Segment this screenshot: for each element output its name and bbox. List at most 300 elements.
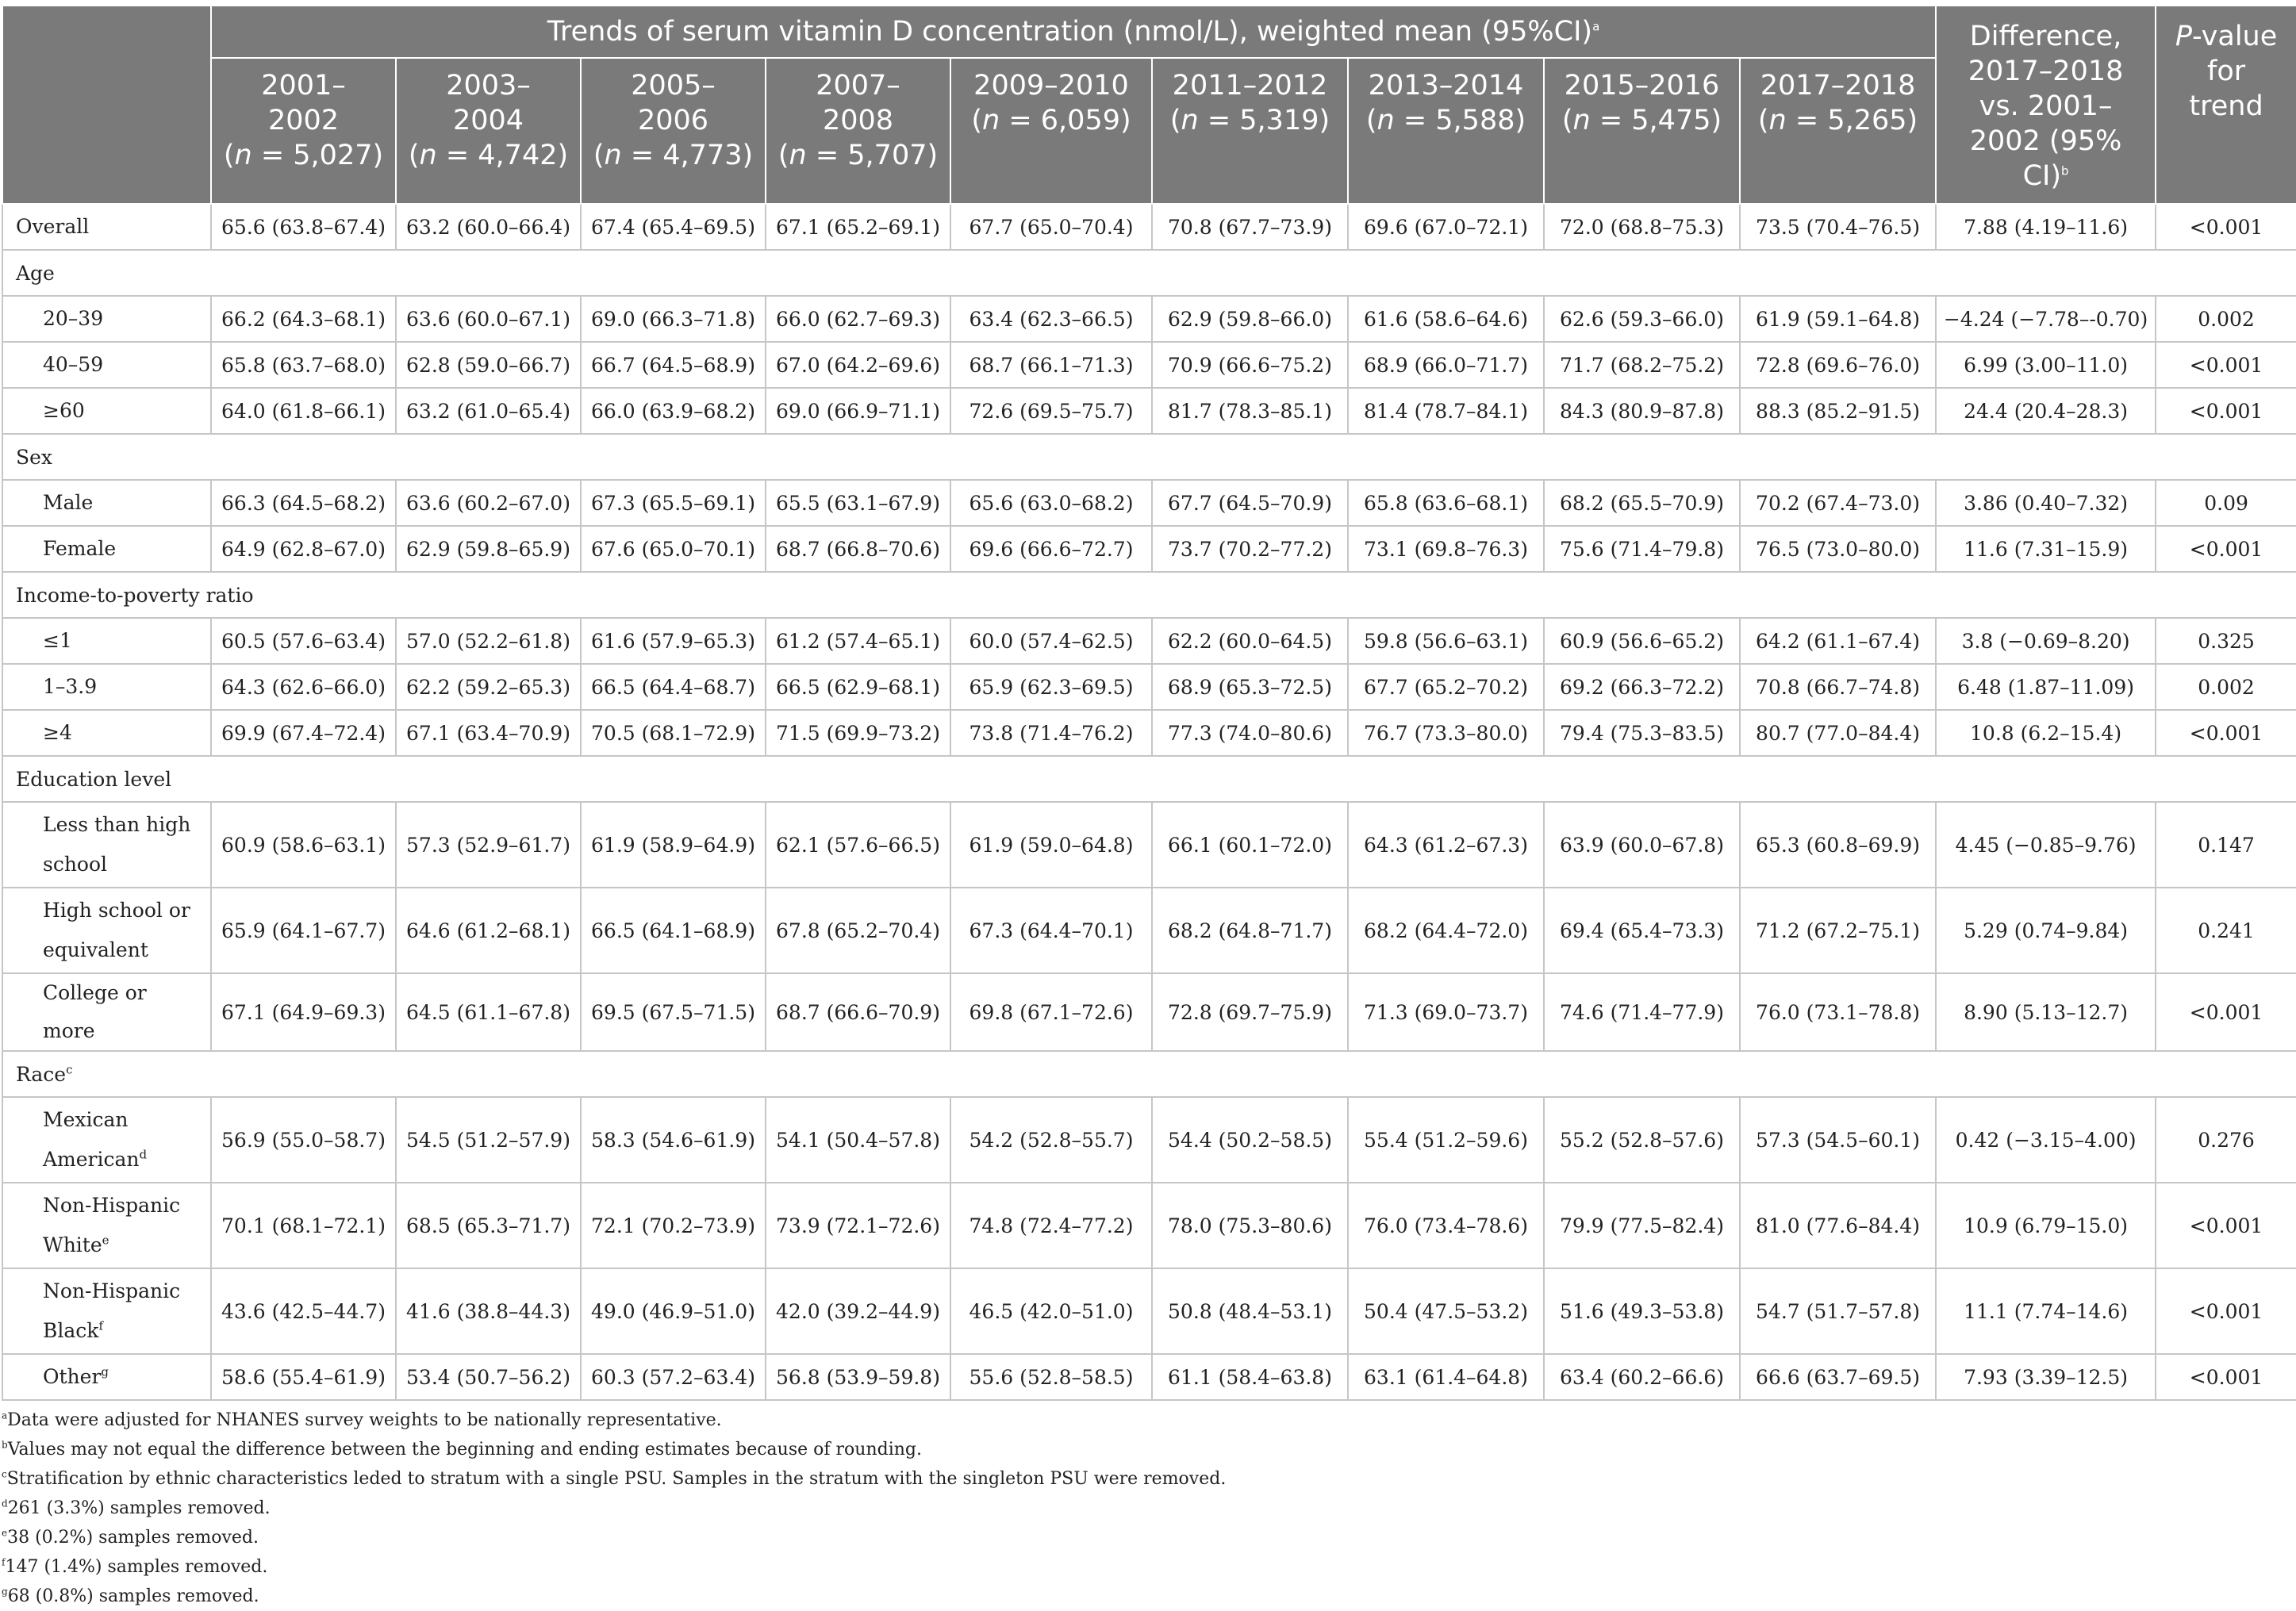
mean-ci-cell: 63.6 (60.0–67.1): [396, 296, 581, 342]
section-heading: [2, 434, 2296, 480]
mean-ci-cell: 60.5 (57.6–63.4): [211, 618, 396, 664]
sample-size: 4,742: [478, 140, 558, 171]
footnote-text: 68 (0.8%) samples removed.: [7, 1586, 259, 1606]
section-row: [2, 250, 2296, 296]
n-close-paren: ): [372, 140, 384, 171]
survey-period-header: [581, 58, 766, 204]
footnote: [2, 1523, 2294, 1552]
mean-ci-cell: 64.9 (62.8–67.0): [211, 526, 396, 572]
row-label-text: Mexican American: [43, 1108, 140, 1171]
row-label-text: Other: [43, 1365, 102, 1388]
mean-ci-cell: 70.1 (68.1–72.1): [211, 1183, 396, 1268]
mean-ci-cell: 71.2 (67.2–75.1): [1740, 888, 1936, 973]
mean-ci-cell: 67.6 (65.0–70.1): [581, 526, 766, 572]
difference-cell: 6.99 (3.00–11.0): [1936, 342, 2156, 388]
footnote-mark: a: [2, 1410, 8, 1421]
mean-ci-cell: 71.7 (68.2–75.2): [1544, 342, 1740, 388]
n-symbol: n: [419, 140, 437, 171]
n-open-paren: (: [223, 140, 235, 171]
n-open-paren: (: [971, 105, 983, 136]
mean-ci-cell: 69.0 (66.9–71.1): [766, 388, 950, 434]
period-years: 2017–2018: [1760, 70, 1916, 102]
mean-ci-cell: 62.1 (57.6–66.5): [766, 802, 950, 888]
mean-ci-cell: 77.3 (74.0–80.6): [1152, 710, 1348, 756]
section-label: Race: [16, 1062, 67, 1086]
mean-ci-cell: 61.6 (57.9–65.3): [581, 618, 766, 664]
difference-cell: 5.29 (0.74–9.84): [1936, 888, 2156, 973]
difference-cell: 8.90 (5.13–12.7): [1936, 973, 2156, 1051]
n-open-paren: (: [1561, 105, 1573, 136]
mean-ci-cell: 67.7 (65.0–70.4): [950, 204, 1152, 250]
mean-ci-cell: 65.8 (63.7–68.0): [211, 342, 396, 388]
n-equals: =: [251, 140, 294, 171]
mean-ci-cell: 65.8 (63.6–68.1): [1348, 480, 1544, 526]
mean-ci-cell: 63.6 (60.2–67.0): [396, 480, 581, 526]
row-label: [2, 480, 211, 526]
period-years-end: 2008: [822, 105, 894, 136]
mean-ci-cell: 66.5 (64.1–68.9): [581, 888, 766, 973]
row-label: [2, 342, 211, 388]
mean-ci-cell: 60.9 (58.6–63.1): [211, 802, 396, 888]
period-years-end: 2006: [637, 105, 709, 136]
n-open-paren: (: [1169, 105, 1181, 136]
mean-ci-cell: 70.8 (67.7–73.9): [1152, 204, 1348, 250]
mean-ci-cell: 64.3 (61.2–67.3): [1348, 802, 1544, 888]
mean-ci-cell: 63.4 (62.3–66.5): [950, 296, 1152, 342]
mean-ci-cell: 70.5 (68.1–72.9): [581, 710, 766, 756]
footnote: [2, 1494, 2294, 1523]
table-row: [2, 664, 2296, 710]
row-label: [2, 888, 211, 973]
mean-ci-cell: 55.6 (52.8–58.5): [950, 1354, 1152, 1400]
row-label-text: ≤1: [43, 629, 72, 652]
mean-ci-cell: 71.5 (69.9–73.2): [766, 710, 950, 756]
period-years: 2015–2016: [1564, 70, 1720, 102]
n-equals: =: [436, 140, 478, 171]
period-years: 2013–2014: [1368, 70, 1524, 102]
section-row: [2, 1051, 2296, 1097]
mean-ci-cell: 69.6 (66.6–72.7): [950, 526, 1152, 572]
mean-ci-cell: 66.2 (64.3–68.1): [211, 296, 396, 342]
mean-ci-cell: 62.8 (59.0–66.7): [396, 342, 581, 388]
mean-ci-cell: 57.3 (52.9–61.7): [396, 802, 581, 888]
table-row: [2, 888, 2296, 973]
n-close-paren: ): [742, 140, 754, 171]
mean-ci-cell: 61.9 (59.0–64.8): [950, 802, 1152, 888]
mean-ci-cell: 66.1 (60.1–72.0): [1152, 802, 1348, 888]
mean-ci-cell: 61.9 (58.9–64.9): [581, 802, 766, 888]
footnote-text: Data were adjusted for NHANES survey weights to be nationally representative.: [7, 1410, 722, 1430]
n-close-paren: ): [1906, 105, 1918, 136]
n-symbol: n: [789, 140, 807, 171]
n-equals: =: [1000, 105, 1041, 136]
mean-ci-cell: 65.5 (63.1–67.9): [766, 480, 950, 526]
row-label-text: ≥4: [43, 721, 72, 744]
row-label-text: 40–59: [43, 353, 104, 376]
mean-ci-cell: 68.5 (65.3–71.7): [396, 1183, 581, 1268]
difference-cell: 3.8 (−0.69–8.20): [1936, 618, 2156, 664]
footnote-text: Values may not equal the difference between the beginning and ending estimates because of rounding.: [7, 1440, 922, 1459]
mean-ci-cell: 73.7 (70.2–77.2): [1152, 526, 1348, 572]
mean-ci-cell: 46.5 (42.0–51.0): [950, 1268, 1152, 1354]
n-open-paren: (: [1365, 105, 1377, 136]
mean-ci-cell: 68.9 (66.0–71.7): [1348, 342, 1544, 388]
n-equals: =: [1590, 105, 1632, 136]
mean-ci-cell: 84.3 (80.9–87.8): [1544, 388, 1740, 434]
difference-cell: 24.4 (20.4–28.3): [1936, 388, 2156, 434]
mean-ci-cell: 81.4 (78.7–84.1): [1348, 388, 1544, 434]
row-label-text: Less than high school: [43, 813, 191, 876]
table-row: [2, 1354, 2296, 1400]
mean-ci-cell: 63.9 (60.0–67.8): [1544, 802, 1740, 888]
mean-ci-cell: 69.6 (67.0–72.1): [1348, 204, 1544, 250]
mean-ci-cell: 67.1 (63.4–70.9): [396, 710, 581, 756]
n-symbol: n: [1181, 105, 1199, 136]
p-value-header-p: P: [2175, 21, 2192, 52]
survey-period-header: [1152, 58, 1348, 204]
mean-ci-cell: 60.0 (57.4–62.5): [950, 618, 1152, 664]
mean-ci-cell: 53.4 (50.7–56.2): [396, 1354, 581, 1400]
mean-ci-cell: 88.3 (85.2–91.5): [1740, 388, 1936, 434]
p-value-cell: 0.09: [2156, 480, 2296, 526]
sample-size: 5,319: [1239, 105, 1319, 136]
sample-size: 5,707: [847, 140, 927, 171]
period-years-end: 2004: [452, 105, 524, 136]
mean-ci-cell: 49.0 (46.9–51.0): [581, 1268, 766, 1354]
mean-ci-cell: 43.6 (42.5–44.7): [211, 1268, 396, 1354]
mean-ci-cell: 42.0 (39.2–44.9): [766, 1268, 950, 1354]
row-label-text: Non-Hispanic Black: [43, 1279, 181, 1342]
row-label-text: 20–39: [43, 307, 104, 330]
footnote-mark-d: d: [139, 1147, 148, 1162]
row-label: [2, 526, 211, 572]
mean-ci-cell: 64.2 (61.1–67.4): [1740, 618, 1936, 664]
footnote: [2, 1464, 2294, 1494]
n-equals: =: [1198, 105, 1240, 136]
mean-ci-cell: 69.2 (66.3–72.2): [1544, 664, 1740, 710]
period-years: 2001–: [261, 70, 346, 102]
p-value-cell: <0.001: [2156, 1183, 2296, 1268]
mean-ci-cell: 72.6 (69.5–75.7): [950, 388, 1152, 434]
section-label: Education level: [16, 767, 172, 791]
mean-ci-cell: 56.9 (55.0–58.7): [211, 1097, 396, 1183]
difference-cell: 11.6 (7.31–15.9): [1936, 526, 2156, 572]
mean-ci-cell: 72.8 (69.7–75.9): [1152, 973, 1348, 1051]
section-heading: [2, 756, 2296, 802]
mean-ci-cell: 60.9 (56.6–65.2): [1544, 618, 1740, 664]
n-open-paren: (: [408, 140, 420, 171]
row-label: [2, 1183, 211, 1268]
mean-ci-cell: 64.6 (61.2–68.1): [396, 888, 581, 973]
difference-header-line: Difference,: [1969, 21, 2122, 52]
table-title-text: Trends of serum vitamin D concentration (nmol/L), weighted mean (95%CI): [547, 16, 1593, 48]
difference-header-line: 2002 (95%: [1969, 125, 2122, 157]
n-close-paren: ): [557, 140, 569, 171]
p-value-cell: 0.002: [2156, 296, 2296, 342]
mean-ci-cell: 62.9 (59.8–66.0): [1152, 296, 1348, 342]
table-row: [2, 296, 2296, 342]
difference-header-line: 2017–2018: [1968, 56, 2124, 87]
section-label: Income-to-poverty ratio: [16, 583, 254, 607]
mean-ci-cell: 69.0 (66.3–71.8): [581, 296, 766, 342]
mean-ci-cell: 60.3 (57.2–63.4): [581, 1354, 766, 1400]
footnote: [2, 1552, 2294, 1582]
n-symbol: n: [1376, 105, 1395, 136]
row-label-text: Non-Hispanic White: [43, 1194, 181, 1256]
table-title-header: [211, 6, 1936, 58]
mean-ci-cell: 74.8 (72.4–77.2): [950, 1183, 1152, 1268]
difference-header-line: vs. 2001–: [1979, 90, 2113, 122]
n-close-paren: ): [1319, 105, 1330, 136]
table-row: [2, 1183, 2296, 1268]
mean-ci-cell: 69.8 (67.1–72.6): [950, 973, 1152, 1051]
mean-ci-cell: 61.6 (58.6–64.6): [1348, 296, 1544, 342]
n-symbol: n: [1572, 105, 1591, 136]
period-years: 2007–: [816, 70, 900, 102]
table-row: [2, 204, 2296, 250]
difference-cell: 11.1 (7.74–14.6): [1936, 1268, 2156, 1354]
mean-ci-cell: 61.1 (58.4–63.8): [1152, 1354, 1348, 1400]
mean-ci-cell: 80.7 (77.0–84.4): [1740, 710, 1936, 756]
section-row: [2, 756, 2296, 802]
mean-ci-cell: 67.4 (65.4–69.5): [581, 204, 766, 250]
p-value-cell: <0.001: [2156, 342, 2296, 388]
results-table-container: [2, 5, 2294, 1611]
row-label: [2, 664, 211, 710]
period-years: 2009–2010: [973, 70, 1129, 102]
mean-ci-cell: 73.5 (70.4–76.5): [1740, 204, 1936, 250]
mean-ci-cell: 66.5 (62.9–68.1): [766, 664, 950, 710]
difference-cell: −4.24 (−7.78–-0.70): [1936, 296, 2156, 342]
mean-ci-cell: 66.0 (62.7–69.3): [766, 296, 950, 342]
mean-ci-cell: 50.4 (47.5–53.2): [1348, 1268, 1544, 1354]
mean-ci-cell: 65.3 (60.8–69.9): [1740, 802, 1936, 888]
mean-ci-cell: 64.3 (62.6–66.0): [211, 664, 396, 710]
n-close-paren: ): [927, 140, 939, 171]
mean-ci-cell: 70.9 (66.6–75.2): [1152, 342, 1348, 388]
row-label-text: High school or equivalent: [43, 899, 190, 961]
row-label-text: Male: [43, 491, 94, 514]
table-row: [2, 342, 2296, 388]
mean-ci-cell: 62.9 (59.8–65.9): [396, 526, 581, 572]
mean-ci-cell: 64.5 (61.1–67.8): [396, 973, 581, 1051]
mean-ci-cell: 68.7 (66.1–71.3): [950, 342, 1152, 388]
p-value-header-line: for: [2207, 56, 2246, 87]
mean-ci-cell: 61.9 (59.1–64.8): [1740, 296, 1936, 342]
mean-ci-cell: 54.4 (50.2–58.5): [1152, 1097, 1348, 1183]
n-equals: =: [1394, 105, 1436, 136]
mean-ci-cell: 56.8 (53.9–59.8): [766, 1354, 950, 1400]
section-heading: [2, 572, 2296, 618]
mean-ci-cell: 63.4 (60.2–66.6): [1544, 1354, 1740, 1400]
mean-ci-cell: 62.6 (59.3–66.0): [1544, 296, 1740, 342]
mean-ci-cell: 54.5 (51.2–57.9): [396, 1097, 581, 1183]
difference-cell: 6.48 (1.87–11.09): [1936, 664, 2156, 710]
mean-ci-cell: 54.2 (52.8–55.7): [950, 1097, 1152, 1183]
footnote: [2, 1435, 2294, 1464]
mean-ci-cell: 70.8 (66.7–74.8): [1740, 664, 1936, 710]
p-value-cell: <0.001: [2156, 526, 2296, 572]
footnote-mark: e: [2, 1527, 8, 1539]
n-close-paren: ): [1119, 105, 1131, 136]
mean-ci-cell: 73.9 (72.1–72.6): [766, 1183, 950, 1268]
period-years: 2005–: [631, 70, 716, 102]
period-years: 2011–2012: [1172, 70, 1328, 102]
mean-ci-cell: 69.5 (67.5–71.5): [581, 973, 766, 1051]
table-header: [2, 6, 2296, 204]
n-symbol: n: [234, 140, 252, 171]
p-value-cell: 0.325: [2156, 618, 2296, 664]
mean-ci-cell: 75.6 (71.4–79.8): [1544, 526, 1740, 572]
survey-period-header: [1544, 58, 1740, 204]
p-value-cell: <0.001: [2156, 973, 2296, 1051]
row-label: [2, 973, 211, 1051]
mean-ci-cell: 81.0 (77.6–84.4): [1740, 1183, 1936, 1268]
n-symbol: n: [604, 140, 622, 171]
mean-ci-cell: 51.6 (49.3–53.8): [1544, 1268, 1740, 1354]
section-row: [2, 572, 2296, 618]
mean-ci-cell: 79.9 (77.5–82.4): [1544, 1183, 1740, 1268]
table-row: [2, 618, 2296, 664]
footnote-mark-e: e: [102, 1233, 109, 1248]
n-open-paren: (: [1757, 105, 1769, 136]
survey-period-header: [1740, 58, 1936, 204]
mean-ci-cell: 66.0 (63.9–68.2): [581, 388, 766, 434]
row-label: [2, 618, 211, 664]
section-row: [2, 434, 2296, 480]
mean-ci-cell: 67.8 (65.2–70.4): [766, 888, 950, 973]
mean-ci-cell: 65.9 (64.1–67.7): [211, 888, 396, 973]
row-label: [2, 1268, 211, 1354]
sample-size: 5,265: [1827, 105, 1907, 136]
table-row: [2, 388, 2296, 434]
mean-ci-cell: 73.8 (71.4–76.2): [950, 710, 1152, 756]
difference-column-header: [1936, 6, 2156, 204]
mean-ci-cell: 66.5 (64.4–68.7): [581, 664, 766, 710]
n-equals: =: [806, 140, 848, 171]
mean-ci-cell: 72.1 (70.2–73.9): [581, 1183, 766, 1268]
mean-ci-cell: 76.0 (73.4–78.6): [1348, 1183, 1544, 1268]
mean-ci-cell: 72.8 (69.6–76.0): [1740, 342, 1936, 388]
footnote-mark: f: [2, 1556, 6, 1568]
sample-size: 5,475: [1631, 105, 1711, 136]
mean-ci-cell: 73.1 (69.8–76.3): [1348, 526, 1544, 572]
mean-ci-cell: 50.8 (48.4–53.1): [1152, 1268, 1348, 1354]
mean-ci-cell: 63.2 (61.0–65.4): [396, 388, 581, 434]
footnote-mark: g: [2, 1586, 8, 1598]
section-heading: [2, 250, 2296, 296]
footnote-mark-b: b: [2061, 163, 2069, 178]
survey-period-header: [396, 58, 581, 204]
sample-size: 5,588: [1435, 105, 1515, 136]
mean-ci-cell: 76.5 (73.0–80.0): [1740, 526, 1936, 572]
mean-ci-cell: 41.6 (38.8–44.3): [396, 1268, 581, 1354]
sample-size: 6,059: [1040, 105, 1120, 136]
survey-period-header: [211, 58, 396, 204]
period-years-end: 2002: [267, 105, 340, 136]
footnote: [2, 1582, 2294, 1611]
p-value-header-line: trend: [2189, 90, 2263, 122]
mean-ci-cell: 67.3 (64.4–70.1): [950, 888, 1152, 973]
mean-ci-cell: 79.4 (75.3–83.5): [1544, 710, 1740, 756]
header-corner-cell: [2, 6, 211, 204]
mean-ci-cell: 70.2 (67.4–73.0): [1740, 480, 1936, 526]
section-heading: [2, 1051, 2296, 1097]
n-symbol: n: [982, 105, 1000, 136]
mean-ci-cell: 61.2 (57.4–65.1): [766, 618, 950, 664]
mean-ci-cell: 59.8 (56.6–63.1): [1348, 618, 1544, 664]
p-value-cell: 0.002: [2156, 664, 2296, 710]
vitamin-d-trends-table: [2, 5, 2296, 1401]
p-value-column-header: [2156, 6, 2296, 204]
row-label-text: ≥60: [43, 399, 85, 422]
sample-size: 4,773: [662, 140, 743, 171]
survey-period-header: [766, 58, 950, 204]
row-label: [2, 388, 211, 434]
n-close-paren: ): [1710, 105, 1722, 136]
table-row: [2, 1268, 2296, 1354]
footnote-mark-g: g: [101, 1364, 109, 1379]
section-label: Age: [16, 261, 55, 285]
mean-ci-cell: 74.6 (71.4–77.9): [1544, 973, 1740, 1051]
mean-ci-cell: 66.6 (63.7–69.5): [1740, 1354, 1936, 1400]
row-label: [2, 1354, 211, 1400]
n-equals: =: [621, 140, 663, 171]
p-value-cell: <0.001: [2156, 1354, 2296, 1400]
mean-ci-cell: 57.3 (54.5–60.1): [1740, 1097, 1936, 1183]
mean-ci-cell: 67.3 (65.5–69.1): [581, 480, 766, 526]
mean-ci-cell: 78.0 (75.3–80.6): [1152, 1183, 1348, 1268]
n-equals: =: [1786, 105, 1828, 136]
table-row: [2, 526, 2296, 572]
mean-ci-cell: 62.2 (60.0–64.5): [1152, 618, 1348, 664]
row-label: [2, 296, 211, 342]
row-label: [2, 204, 211, 250]
table-row: [2, 710, 2296, 756]
footnote-text: Stratification by ethnic characteristics leded to stratum with a single PSU. Samples in the stratum with the singleton PSU were removed.: [6, 1469, 1227, 1489]
difference-cell: 0.42 (−3.15–4.00): [1936, 1097, 2156, 1183]
difference-cell: 10.9 (6.79–15.0): [1936, 1183, 2156, 1268]
table-row: [2, 480, 2296, 526]
mean-ci-cell: 54.1 (50.4–57.8): [766, 1097, 950, 1183]
difference-cell: 7.93 (3.39–12.5): [1936, 1354, 2156, 1400]
mean-ci-cell: 68.2 (64.4–72.0): [1348, 888, 1544, 973]
mean-ci-cell: 69.4 (65.4–73.3): [1544, 888, 1740, 973]
mean-ci-cell: 67.7 (64.5–70.9): [1152, 480, 1348, 526]
footnote-mark: d: [2, 1498, 8, 1509]
footnote: [2, 1406, 2294, 1435]
table-row: [2, 1097, 2296, 1183]
p-value-header-suffix: -value: [2191, 21, 2278, 52]
row-label-text: 1–3.9: [43, 675, 98, 698]
p-value-cell: <0.001: [2156, 1268, 2296, 1354]
mean-ci-cell: 67.7 (65.2–70.2): [1348, 664, 1544, 710]
footnote-mark: c: [2, 1468, 7, 1480]
footnote-text: 38 (0.2%) samples removed.: [7, 1528, 259, 1548]
p-value-cell: 0.147: [2156, 802, 2296, 888]
table-body: [2, 204, 2296, 1400]
mean-ci-cell: 67.1 (64.9–69.3): [211, 973, 396, 1051]
difference-cell: 10.8 (6.2–15.4): [1936, 710, 2156, 756]
mean-ci-cell: 64.0 (61.8–66.1): [211, 388, 396, 434]
mean-ci-cell: 68.9 (65.3–72.5): [1152, 664, 1348, 710]
mean-ci-cell: 66.7 (64.5–68.9): [581, 342, 766, 388]
row-label: [2, 802, 211, 888]
n-close-paren: ): [1515, 105, 1526, 136]
mean-ci-cell: 69.9 (67.4–72.4): [211, 710, 396, 756]
footnote-mark-c: c: [66, 1062, 73, 1077]
mean-ci-cell: 55.4 (51.2–59.6): [1348, 1097, 1544, 1183]
